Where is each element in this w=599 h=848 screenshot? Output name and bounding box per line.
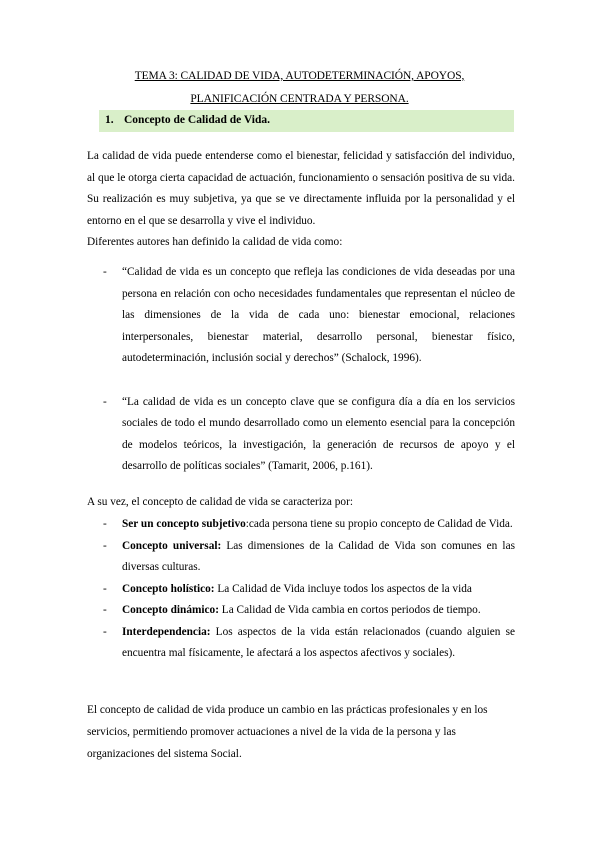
characteristic-term: Concepto dinámico: bbox=[122, 604, 219, 616]
document-title-line-2: PLANIFICACIÓN CENTRADA Y PERSONA. bbox=[190, 93, 409, 105]
characteristic-item bbox=[87, 514, 515, 536]
quote-item bbox=[87, 262, 515, 370]
section-heading-text: Concepto de Calidad de Vida. bbox=[124, 114, 271, 126]
characteristic-term: Concepto holístico: bbox=[122, 582, 215, 595]
section-heading bbox=[105, 114, 270, 126]
closing-paragraph: El concepto de calidad de vida produce un cambio en las prácticas profesionales y en los servicios, permitiendo promover actuaciones a nivel de la vida de la persona y las organizaciones del sistema Social. bbox=[87, 704, 488, 760]
authors-intro-text: Diferentes autores han definido la calidad de vida como: bbox=[87, 236, 343, 248]
characteristics-intro: A su vez, el concepto de calidad de vida se caracteriza por: bbox=[87, 496, 353, 508]
definition-quotes-list bbox=[87, 262, 515, 500]
intro-paragraph-text: La calidad de vida puede entenderse como el bienestar, felicidad y satisfacción del individuo, al que le otorga cierta capacidad de actuación, funcionamiento o sensación positiva de su vida. Su realización es muy subjetiva, ya que se ve directamente influida por la personalidad y el entorno en el que se desarrolla y vive el individuo. bbox=[87, 150, 515, 227]
quote-text: “La calidad de vida es un concepto clave que se configura día a día en los servicios sociales de todo el mundo desarrollado como un elemento esencial para la concepción de modelos teóricos, la investigación, la generación de recursos de apoyo y el desarrollo de políticas sociales” (Tamarit, 2006, p.161). bbox=[122, 395, 515, 472]
characteristic-description: La Calidad de Vida incluye todos los aspectos de la vida bbox=[214, 582, 472, 595]
characteristics-list bbox=[87, 514, 515, 665]
document-title-line-1: TEMA 3: CALIDAD DE VIDA, AUTODETERMINACIÓN, APOYOS, bbox=[134, 70, 465, 82]
characteristic-item bbox=[87, 579, 515, 601]
section-number: 1. bbox=[105, 114, 114, 126]
list-dash: - bbox=[103, 518, 107, 530]
quote-text: “Calidad de vida es un concepto que refleja las condiciones de vida deseadas por una persona en relación con ocho necesidades fundamentales que representan el núcleo de las dimensiones de la vida de cada uno: bienestar emocional, relaciones interpersonales, bienestar material, desarrollo personal, bienestar físico, autodeterminación, inclusión social y derechos” (Schalock, 1996). bbox=[122, 266, 515, 364]
list-dash: - bbox=[103, 582, 107, 595]
list-dash: - bbox=[103, 266, 107, 278]
list-dash: - bbox=[103, 625, 107, 638]
characteristic-term: Interdependencia: bbox=[122, 625, 211, 638]
characteristic-item bbox=[87, 600, 515, 622]
characteristic-item bbox=[87, 622, 515, 665]
characteristic-description: Las dimensiones de la Calidad de Vida son comunes en las diversas culturas. bbox=[122, 539, 515, 573]
list-dash: - bbox=[103, 604, 107, 616]
characteristic-term: Concepto universal: bbox=[122, 539, 222, 552]
characteristic-description: La Calidad de Vida cambia en cortos periodos de tiempo. bbox=[218, 604, 481, 616]
list-dash: - bbox=[103, 395, 107, 408]
characteristic-description: Los aspectos de la vida están relacionados (cuando alguien se encuentra mal físicamente, le afectará a los aspectos afectivos y sociales). bbox=[122, 625, 515, 659]
characteristic-term: Ser un concepto subjetivo bbox=[122, 518, 246, 530]
characteristic-item bbox=[87, 536, 515, 579]
characteristic-description: :cada persona tiene su propio concepto de Calidad de Vida. bbox=[245, 518, 513, 530]
quote-item bbox=[87, 392, 515, 478]
intro-paragraph bbox=[87, 146, 515, 254]
list-dash: - bbox=[103, 539, 107, 552]
